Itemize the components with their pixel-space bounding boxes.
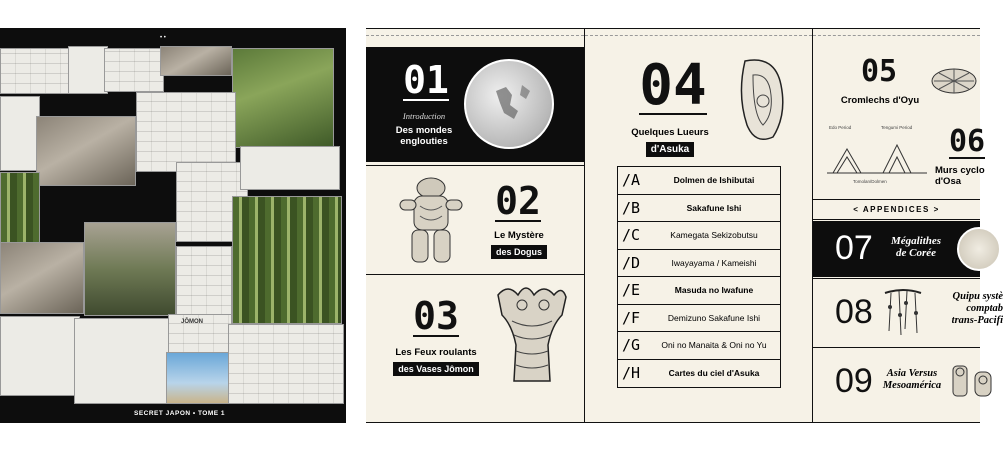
sketch-tile bbox=[104, 48, 164, 92]
chapter-title: Des mondes englouties bbox=[395, 125, 453, 147]
left-footer: SECRET JAPON • TOME 1 bbox=[0, 405, 346, 423]
chapter-tag: des Vases Jômon bbox=[393, 362, 479, 376]
subchapter-item[interactable] bbox=[618, 332, 780, 360]
subchapter-title: Masuda no Iwafune bbox=[674, 285, 754, 296]
sketch-tile bbox=[176, 246, 232, 316]
subchapter-letter: /G bbox=[622, 336, 641, 355]
subchapter-item[interactable] bbox=[618, 250, 780, 278]
turtle-stone-illustration bbox=[735, 55, 791, 145]
subchapter-letter: /B bbox=[622, 198, 641, 217]
contents-column-3 bbox=[813, 29, 1003, 422]
subchapter-item[interactable] bbox=[618, 305, 780, 333]
subchapter-item[interactable] bbox=[618, 222, 780, 250]
subchapter-item[interactable] bbox=[618, 277, 780, 305]
sketch-tile bbox=[136, 92, 236, 172]
subchapter-letter: /E bbox=[622, 281, 641, 300]
chapter-08[interactable] bbox=[813, 279, 1003, 347]
chapter-number: 08 bbox=[835, 293, 873, 331]
subchapter-item[interactable] bbox=[618, 195, 780, 223]
diagram-label: Tengumi Period bbox=[881, 125, 913, 130]
chapter-number: 07 bbox=[835, 229, 873, 267]
sketch-tile bbox=[240, 146, 340, 190]
chapter-07[interactable] bbox=[813, 221, 980, 277]
chapter-09[interactable] bbox=[813, 348, 980, 422]
contents-column-2 bbox=[585, 29, 813, 422]
chapter-03[interactable] bbox=[366, 275, 584, 405]
carved-stone-photo bbox=[36, 116, 136, 186]
chapter-title: Quelques Lueurs bbox=[631, 127, 709, 138]
subchapter-title: Oni no Manaita & Oni no Yu bbox=[661, 340, 767, 351]
chapter-title: Le Mystère bbox=[494, 230, 544, 241]
divider bbox=[813, 219, 980, 220]
chapter-number: 01 bbox=[403, 58, 449, 102]
quipu-illustration bbox=[881, 285, 925, 339]
sketch-tile bbox=[68, 46, 108, 94]
chapter-number: 06 bbox=[949, 124, 986, 159]
chapter-tag: d'Asuka bbox=[646, 142, 695, 157]
vase-sketch bbox=[74, 318, 170, 404]
subchapter-letter: /D bbox=[622, 253, 641, 272]
dashed-divider bbox=[366, 35, 584, 36]
chapter-title: Mégalithes de Corée bbox=[890, 235, 942, 259]
forest-photo bbox=[232, 196, 342, 324]
page-indicator: • • bbox=[160, 35, 166, 41]
sketch-tile bbox=[168, 314, 232, 354]
chapter-number: 09 bbox=[835, 362, 873, 400]
collage bbox=[0, 46, 346, 428]
subchapter-letter: /C bbox=[622, 226, 641, 245]
chapter-number: 05 bbox=[860, 54, 898, 89]
collage-label: JŌMON bbox=[181, 319, 204, 325]
stone-basin-photo bbox=[84, 222, 176, 316]
chapter-01[interactable] bbox=[366, 47, 584, 162]
subchapter-letter: /A bbox=[622, 171, 641, 190]
chapter-title: Quipu systè comptab trans-Pacifi bbox=[951, 291, 1003, 326]
chapter-number: 03 bbox=[413, 294, 459, 338]
chapter-02[interactable] bbox=[366, 166, 584, 274]
subchapter-list bbox=[617, 166, 781, 388]
chapter-04[interactable] bbox=[585, 47, 812, 165]
left-page-collage bbox=[0, 28, 346, 423]
tomb-photo bbox=[232, 48, 334, 148]
chapter-06[interactable] bbox=[813, 121, 986, 197]
subchapter-letter: /F bbox=[622, 308, 641, 327]
subchapter-title: Dolmen de Ishibutai bbox=[673, 175, 755, 186]
chapter-title: Asia Versus Mesoamérica bbox=[882, 368, 942, 391]
diagram-label: Tomolan/Dolmen bbox=[853, 179, 887, 184]
globe-illustration bbox=[464, 59, 554, 149]
subchapter-title: Iwayayama / Kameishi bbox=[671, 257, 757, 268]
chapter-number: 04 bbox=[639, 53, 707, 118]
divider bbox=[813, 199, 980, 200]
bamboo-photo bbox=[0, 172, 40, 252]
contents-column-1 bbox=[366, 29, 585, 422]
dolmen-illustration bbox=[957, 227, 1001, 271]
dashed-divider bbox=[585, 35, 812, 36]
appendices-heading: < APPENDICES > bbox=[853, 205, 940, 214]
contents-page bbox=[366, 28, 1003, 423]
diagram-label: Edo Period bbox=[829, 125, 852, 130]
sketch-tile bbox=[0, 316, 80, 396]
landscape-photo bbox=[166, 352, 230, 404]
sketch-tile bbox=[0, 48, 70, 94]
chapter-title: Cromlechs d'Oyu bbox=[840, 95, 920, 106]
subchapter-letter: /H bbox=[622, 364, 641, 383]
subchapter-title: Demizuno Sakafune Ishi bbox=[667, 312, 761, 323]
subchapter-item[interactable] bbox=[618, 360, 780, 388]
sketch-tile bbox=[228, 324, 344, 404]
subchapter-title: Cartes du ciel d'Asuka bbox=[668, 368, 760, 379]
stone-photo bbox=[160, 46, 232, 76]
chapter-tag: des Dogus bbox=[491, 245, 547, 259]
chapter-number: 02 bbox=[495, 179, 541, 223]
statuettes-illustration bbox=[949, 362, 999, 406]
chapter-05[interactable] bbox=[813, 47, 980, 119]
pyramid-diagram-illustration bbox=[827, 135, 927, 179]
dogu-sketch bbox=[0, 96, 40, 171]
dogu-figurine-illustration bbox=[396, 174, 466, 270]
dashed-divider bbox=[813, 35, 980, 36]
jomon-vase-illustration bbox=[492, 285, 572, 385]
subchapter-title: Sakafune Ishi bbox=[686, 202, 742, 213]
subchapter-title: Kamegata Sekizobutsu bbox=[670, 230, 758, 241]
chapter-title: Murs cyclo d'Osa bbox=[935, 165, 985, 187]
chapter-title: Les Feux roulants bbox=[395, 347, 477, 358]
chapter-kicker: Introduction bbox=[402, 111, 446, 121]
stone-circle-illustration bbox=[929, 61, 979, 101]
boulder-photo bbox=[0, 242, 84, 314]
subchapter-item[interactable] bbox=[618, 167, 780, 195]
